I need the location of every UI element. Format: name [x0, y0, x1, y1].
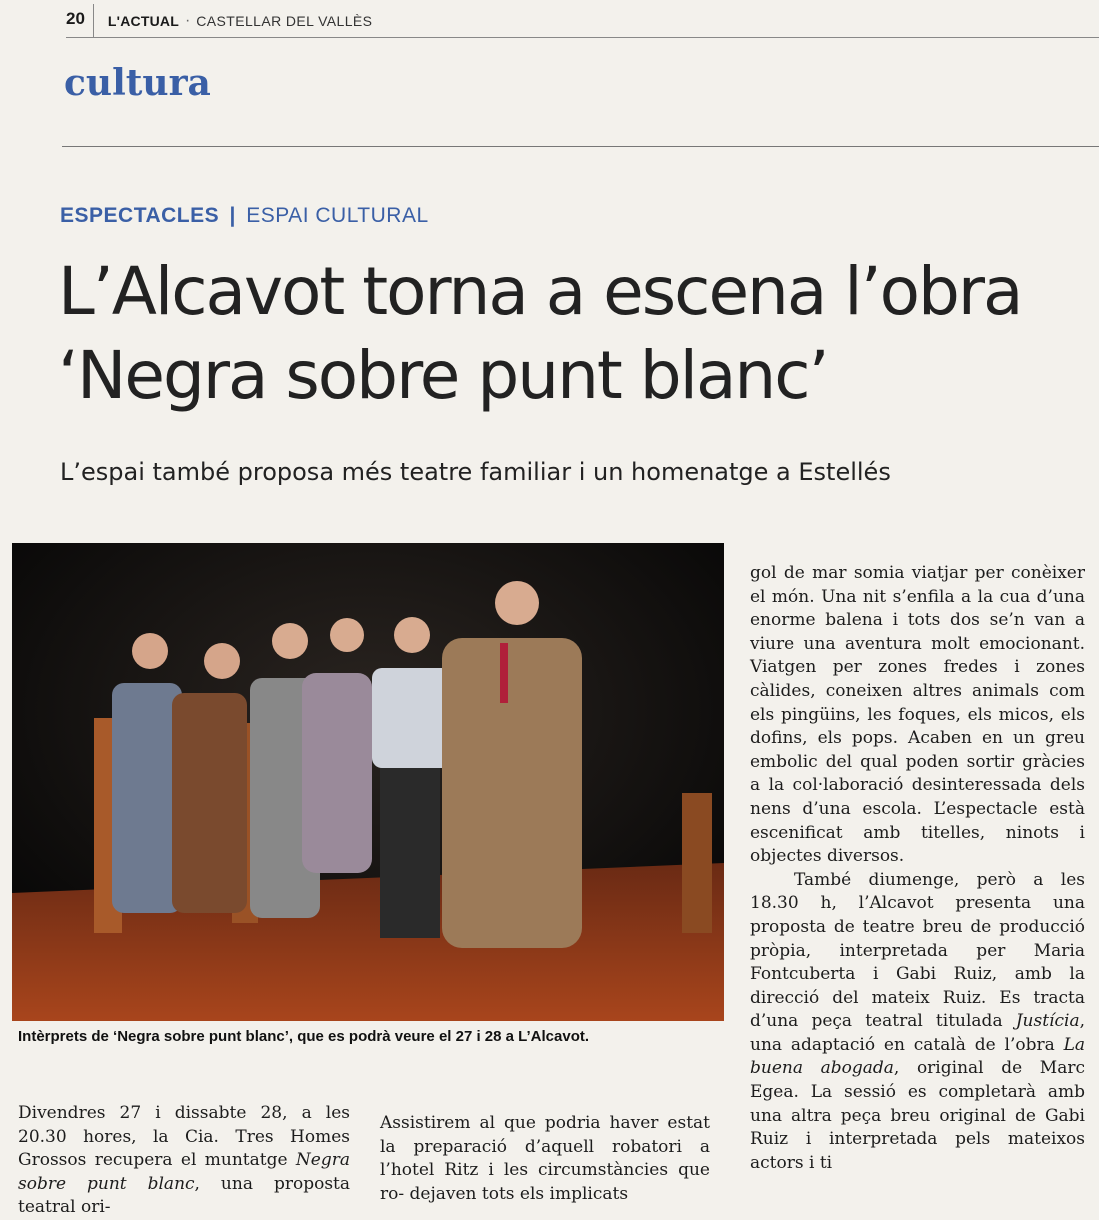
page-header — [66, 4, 1099, 38]
newspaper-brand: L'ACTUAL — [107, 12, 179, 29]
italic-title: Negra sobre punt blanc — [18, 1150, 350, 1194]
article-photo — [12, 543, 724, 1021]
headline-line-2: ‘Negra sobre punt blanc’ — [58, 337, 828, 414]
text-run: , original de Marc Egea. La sessió es completarà amb una altra peça breu original de Gabi Ruiz i interpretada pels mateixos actors i ti — [750, 1058, 1085, 1173]
kicker-divider: | — [229, 204, 236, 227]
kicker-category: ESPECTACLES — [60, 204, 220, 227]
text-run: Divendres 27 i dissabte 28, a les 20.30 hores, la Cia. Tres Homes Grossos recupera el muntatge — [18, 1103, 350, 1171]
stage-photo-illustration — [12, 543, 724, 1021]
header-separator: · — [184, 11, 191, 29]
paragraph: Assistirem al que podria haver estat la preparació d’aquell robatori a l’hotel Ritz i les circumstàncies que ro- dejaven tots els implicats — [380, 1113, 710, 1204]
headline-line-1: L’Alcavot torna a escena l’obra — [58, 253, 1022, 330]
article-kicker — [60, 204, 429, 228]
article-subhead: L’espai també proposa més teatre familiar i un homenatge a Estellés — [60, 458, 891, 486]
paragraph — [18, 1102, 350, 1220]
article-column-2 — [380, 1112, 710, 1206]
text-run: , una adaptació en català de l’obra — [750, 1011, 1085, 1055]
section-title: cultura — [64, 62, 211, 104]
text-run: També diumenge, però a les 18.30 h, l’Alcavot presenta una proposta de teatre breu de producció pròpia, interpretada per Maria Fontcuberta i Gabi Ruiz, amb la direcció del mateix Ruiz. Es tracta d’una peça teatral titulada — [750, 869, 1085, 1032]
page-number: 20 — [66, 4, 94, 38]
newspaper-city: CASTELLAR DEL VALLÈS — [196, 12, 373, 29]
article-column-right — [750, 562, 1085, 1175]
article-column-1 — [18, 1102, 350, 1220]
italic-title: La buena abogada — [750, 1034, 1085, 1079]
section-divider — [62, 146, 1099, 147]
photo-caption: Intèrprets de ‘Negra sobre punt blanc’, que es podrà veure el 27 i 28 a L’Alcavot. — [18, 1028, 590, 1045]
italic-title: Justícia — [1015, 1011, 1080, 1032]
text-run: , una proposta teatral ori- — [18, 1173, 351, 1218]
paragraph — [750, 869, 1085, 1176]
kicker-place: ESPAI CULTURAL — [246, 204, 429, 227]
article-headline — [58, 250, 1098, 418]
paragraph: gol de mar somia viatjar per conèixer el món. Una nit s’enfila a la cua d’una enorme balena i tots dos se’n van a viure una aventura molt emocionant. Viatgen per zones fredes i zones càlides, coneixen altres animals com els pingüins, les foques, els micos, els dofins, els pops. Acaben en un greu embolic del qual poden sortir gràcies a la col·laboració desinteressada dels nens d’una escola. L’espectacle està escenificat amb titelles, ninots i objectes diversos. — [750, 563, 1085, 867]
